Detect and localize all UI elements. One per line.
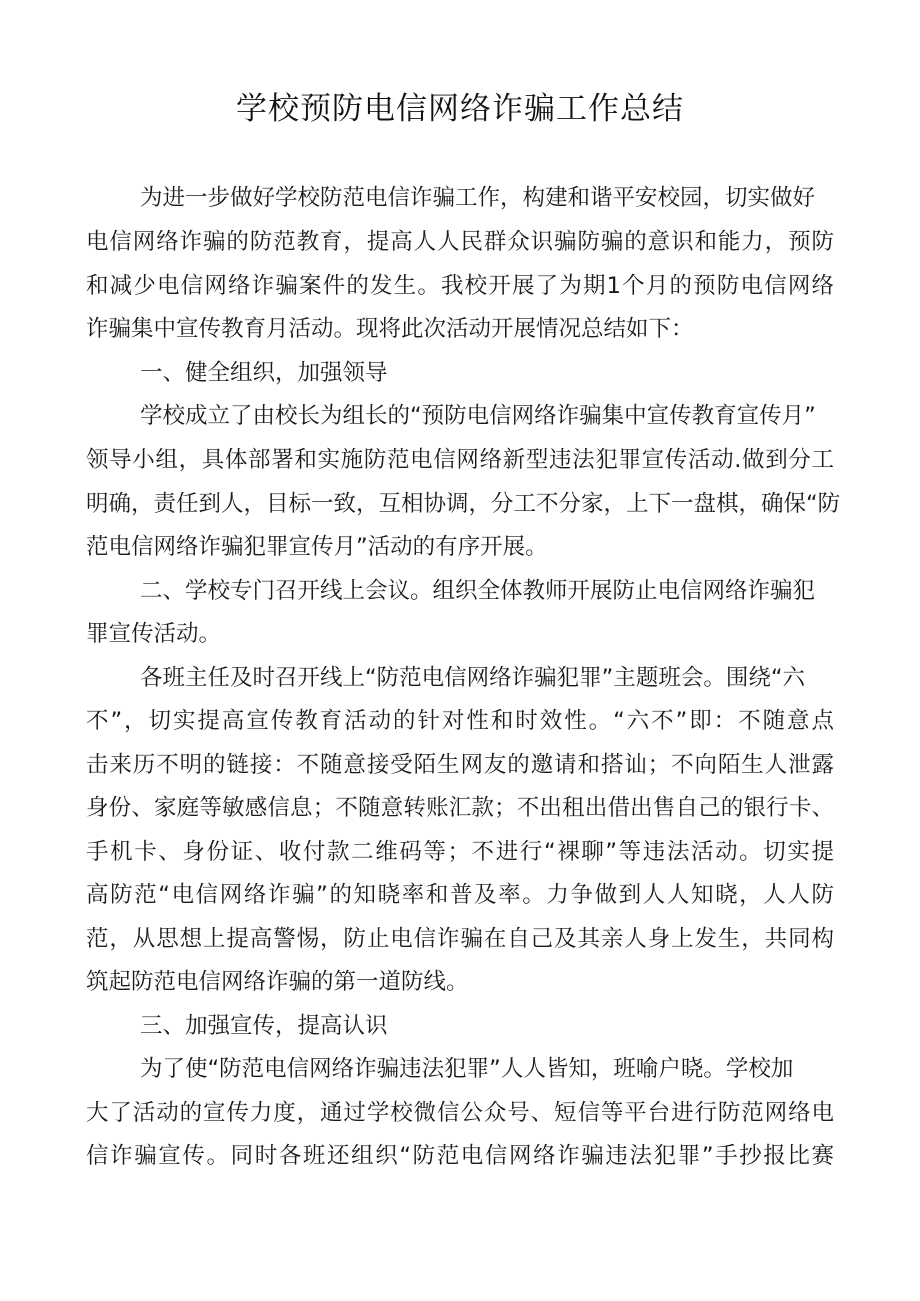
section-heading: 二、学校专门召开线上会议。组织全体教师开展防止电信网络诈骗犯: [140, 578, 816, 604]
text-line: 身份、家庭等敏感信息；不随意转账汇款；不出租出借出售自己的银行卡、: [86, 795, 834, 821]
text-line: 范，从思想上提高警惕，防止电信诈骗在自己及其亲人身上发生，共同构: [86, 926, 834, 952]
text-line: 为进一步做好学校防范电信诈骗工作，构建和谐平安校园，切实做好: [140, 185, 816, 211]
text-line: 手机卡、身份证、收付款二维码等；不进行“裸聊”等违法活动。切实提: [86, 839, 834, 865]
section-heading: 三、加强宣传，提高认识: [140, 1013, 388, 1039]
text-line: 信诈骗宣传。同时各班还组织“防范电信网络诈骗违法犯罪”手抄报比赛: [86, 1143, 834, 1169]
text-line: 领导小组，具体部署和实施防范电信网络新型违法犯罪宣传活动.做到分工: [86, 447, 834, 473]
text-line: 筑起防范电信网络诈骗的第一道防线。: [86, 969, 469, 995]
text-line: 明确，责任到人，目标一致，互相协调，分工不分家，上下一盘棋，确保“防: [86, 491, 841, 517]
text-line: 和减少电信网络诈骗案件的发生。我校开展了为期1个月的预防电信网络: [86, 273, 834, 299]
text-line: 大了活动的宣传力度，通过学校微信公众号、短信等平台进行防范网络电: [86, 1100, 834, 1126]
text-line: 高防范“电信网络诈骗”的知晓率和普及率。力争做到人人知晓，人人防: [86, 882, 834, 908]
text-line: 诈骗集中宣传教育月活动。现将此次活动开展情况总结如下：: [86, 316, 694, 342]
text-line: 范电信网络诈骗犯罪宣传月”活动的有序开展。: [86, 534, 548, 560]
text-line: 学校成立了由校长为组长的“预防电信网络诈骗集中宣传教育宣传月”: [140, 403, 816, 429]
text-line: 各班主任及时召开线上“防范电信网络诈骗犯罪”主题班会。围绕“六: [140, 665, 805, 691]
text-line: 为了使“防范电信网络诈骗违法犯罪”人人皆知，班喻户晓。学校加: [140, 1056, 794, 1082]
document-title: 学校预防电信网络诈骗工作总结: [236, 91, 684, 127]
text-line: 不”，切实提高宣传教育活动的针对性和时效性。“六不”即：不随意点: [86, 708, 834, 734]
section-heading: 一、健全组织，加强领导: [140, 360, 388, 386]
text-line: 电信网络诈骗的防范教育，提高人人民群众识骗防骗的意识和能力，预防: [86, 229, 834, 255]
text-line: 击来历不明的链接：不随意接受陌生网友的邀请和搭讪；不向陌生人泄露: [86, 752, 834, 778]
text-line: 罪宣传活动。: [86, 621, 222, 647]
